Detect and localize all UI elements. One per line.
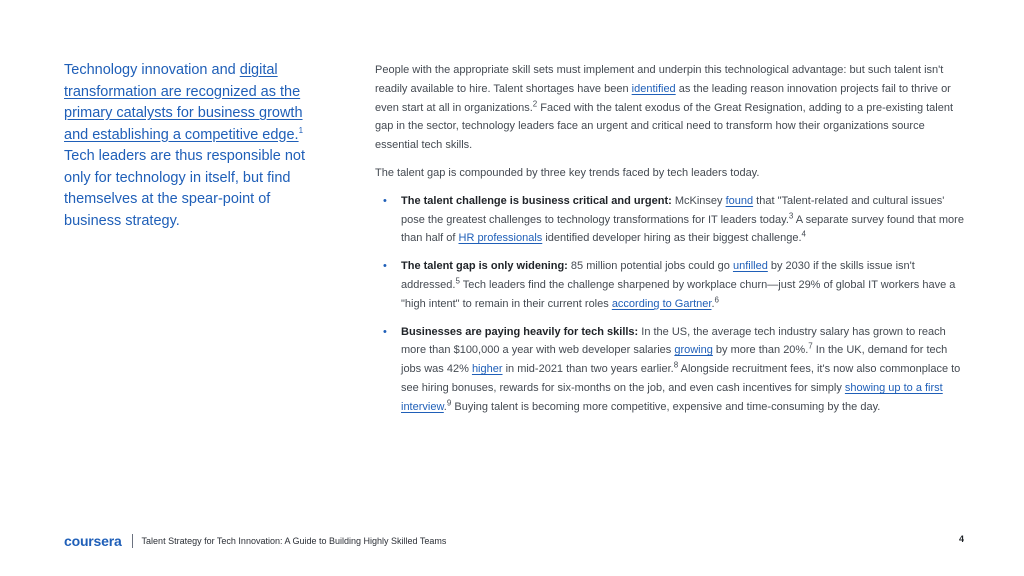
footnote-ref: 3 (788, 210, 794, 220)
footnote-ref: 4 (801, 229, 806, 239)
footnote-ref: 2 (532, 98, 538, 108)
bullet-icon: • (383, 260, 387, 273)
footnote-ref: 5 (455, 276, 460, 286)
higher-link[interactable]: higher (471, 363, 503, 376)
trend-heading: The talent challenge is business critical and urgent: (401, 194, 672, 207)
footnote-ref: 7 (808, 341, 813, 351)
footnote-ref: 6 (714, 295, 719, 305)
growing-link[interactable]: growing (674, 344, 713, 357)
unfilled-link[interactable]: unfilled (732, 260, 768, 273)
gartner-link[interactable]: according to Gartner (611, 297, 712, 310)
bullet-icon: • (383, 325, 387, 338)
coursera-logo: coursera (64, 533, 122, 549)
pull-quote (64, 60, 314, 232)
found-link[interactable]: found (725, 194, 754, 207)
footnote-ref: 9 (446, 398, 452, 408)
trends-list (375, 192, 965, 417)
digital-transformation-link[interactable]: digital transformation are recognized as the primary catalysts for business growth and establishing a competitive edge. (64, 62, 303, 143)
bullet-icon: • (383, 194, 387, 207)
intro-paragraph: People with the appropriate skill sets must implement and underpin this technological advantage: but such talent isn't readily available to hire. Talent shortages have been identified as the leading reason innovation projects fail to thrive or even start at all in organizations.$^2$ Faced with the talent exodus of the Great Resignation, adding to a pre-existing talent gap in the sector, technology leaders face an urgent and critical need to transform how their organizations source essential tech skills. (375, 64, 954, 152)
body-column (375, 61, 965, 426)
hr-professionals-link[interactable]: HR professionals (458, 232, 543, 245)
footnote-ref: 8 (673, 360, 679, 370)
list-item: • The talent challenge is business critical and urgent: McKinsey found that "Talent-related and cultural issues' pose the greatest challenges to technology transformations for IT leaders today.$^3$ A separate survey found that more than half of HR professionals identified developer hiring as their biggest challenge.$^4$ (375, 192, 965, 248)
trend-heading: Businesses are paying heavily for tech skills: (401, 325, 639, 338)
footnote-ref: 1 (298, 125, 304, 135)
page-number: 4 (958, 534, 964, 544)
list-item: • Businesses are paying heavily for tech skills: In the US, the average tech industry salary has grown to reach more than $100,000 a year with web developer salaries growing by more than 20%.$^7$ In the UK, demand for tech jobs was 42% higher in mid-2021 than two years earlier.$^8$ Alongside recruitment fees, it's now also commonplace to see hiring bonuses, rewards for six-months on the job, and even cash incentives for simply showing up to a first interview.$^9$ Buying talent is becoming more competitive, expensive and time-consuming by the day. (375, 323, 965, 417)
footer-divider (132, 534, 133, 548)
trends-intro: The talent gap is compounded by three key trends faced by tech leaders today. (375, 166, 760, 179)
pull-quote-text: Tech leaders are thus responsible not only for technology in itself, but find themselves at the spear-point of business strategy. (64, 148, 306, 229)
page-footer (64, 532, 964, 550)
list-item: • The talent gap is only widening: 85 million potential jobs could go unfilled by 2030 if the skills issue isn't addressed.$^5$ Tech leaders find the challenge sharpened by workplace churn—just 29% of global IT workers have a "high intent" to remain in their current roles according to Gartner.$^6$ (375, 257, 965, 313)
pull-quote-text: Technology innovation and (64, 62, 240, 78)
trend-heading: The talent gap is only widening: (401, 260, 568, 273)
identified-link[interactable]: identified (631, 82, 676, 95)
first-interview-link[interactable]: showing up to a first interview (401, 381, 943, 413)
document-title: Talent Strategy for Tech Innovation: A Guide to Building Highly Skilled Teams (141, 536, 447, 546)
